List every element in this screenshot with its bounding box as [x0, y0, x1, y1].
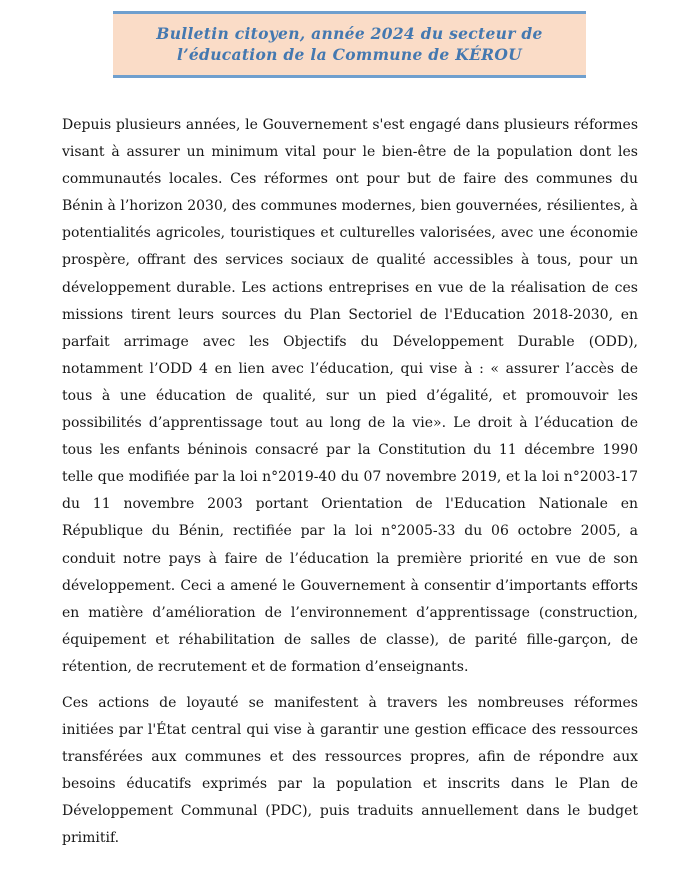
paragraph-intro-reforms: Depuis plusieurs années, le Gouvernement s'est engagé dans plusieurs réformes visant à assurer un minimum vital pour le bien-être de la population dont les communautés locales. Ces réformes ont pour but de faire des communes du Bénin à l’horizon 2030, des communes modernes, bien gouvernées, résilientes, à potentialités agricoles, touristiques et culturelles valorisées, avec une économie prospère, offrant des services sociaux de qualité accessibles à tous, pour un développement durable. Les actions entreprises en vue de la réalisation de ces missions tirent leurs sources du Plan Sectoriel de l'Education 2018-2030, en parfait arrimage avec les Objectifs du Développement Durable (ODD), notamment l’ODD 4 en lien avec l’éducation, qui vise à : « assurer l’accès de tous à une éducation de qualité, sur un pied d’égalité, et promouvoir les possibilités d’apprentissage tout au long de la vie». Le droit à l’éducation de tous les enfants béninois consacré par la Constitution du 11 décembre 1990 telle que modifiée par la loi n°2019-40 du 07 novembre 2019, et la loi n°2003-17 du 11 novembre 2003 portant Orientation de l'Education Nationale en République du Bénin, rectifiée par la loi n°2005-33 du 06 octobre 2005, a conduit notre pays à faire de l’éducation la première priorité en vue de son développement. Ceci a amené le Gouvernement à consentir d’importants efforts en matière d’amélioration de l’environnement d’apprentissage (construction, équipement et réhabilitation de salles de classe), de parité fille-garçon, de rétention, de recrutement et de formation d’enseignants. [62, 117, 638, 675]
document-body [62, 112, 638, 862]
title-banner [113, 11, 586, 78]
document-title: Bulletin citoyen, année 2024 du secteur de l’éducation de la Commune de KÉROU [156, 24, 543, 64]
paragraph-actions-loyaute: Ces actions de loyauté se manifestent à travers les nombreuses réformes initiées par l'État central qui vise à garantir une gestion efficace des ressources transférées aux communes et des ressources propres, afin de répondre aux besoins éducatifs exprimés par la population et inscrits dans le Plan de Développement Communal (PDC), puis traduits annuellement dans le budget primitif. [62, 694, 638, 847]
